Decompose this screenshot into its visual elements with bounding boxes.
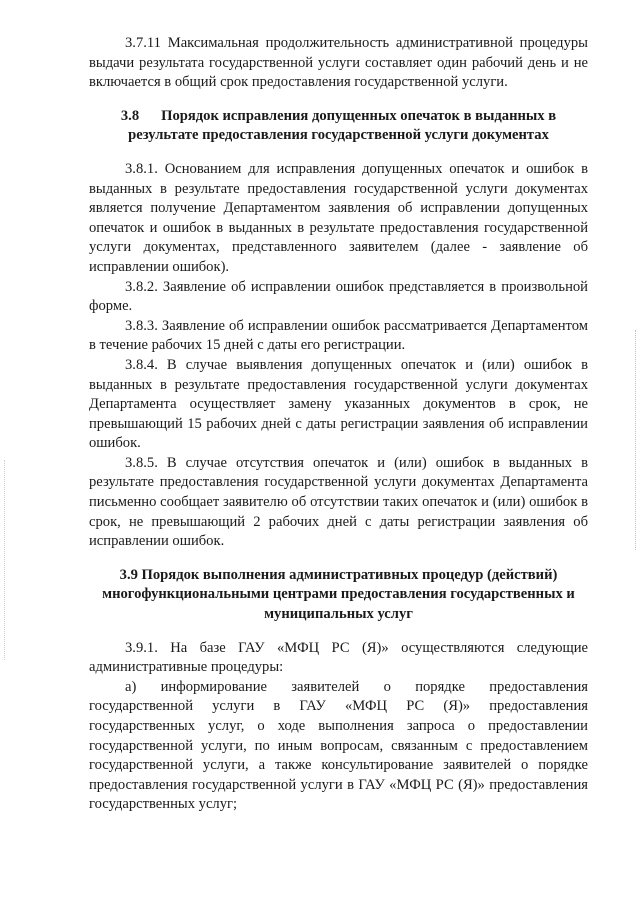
spacer: [89, 552, 588, 566]
paragraph-3-9-1: 3.9.1. На базе ГАУ «МФЦ РС (Я)» осуществляются следующие административные процедуры:: [89, 639, 588, 676]
spacer: [89, 93, 588, 107]
section-title-3-8: Порядок исправления допущенных опечаток в выданных в результате предоставления государственной услуги документах: [128, 107, 557, 144]
section-number-3-8: 3.8: [120, 107, 140, 124]
scan-edge-mark: [634, 330, 636, 550]
paragraph-3-8-2: 3.8.2. Заявление об исправлении ошибок представляется в произвольной форме.: [89, 278, 588, 315]
spacer: [89, 625, 588, 639]
paragraph-3-9-1-a: а) информирование заявителей о порядке предоставления государственной услуги в ГАУ «МФЦ РС (Я)» предоставления государственных услуг, о ходе выполнения запроса о предоставлении государственной услуги, по иным вопросам, связанным с предоставлением государственной услуги, а также консультирование заявителей о порядке предоставления государственной услуги в ГАУ «МФЦ РС (Я)» предоставления государственных услуг;: [89, 678, 588, 813]
scan-edge-mark-left: [4, 460, 6, 660]
paragraph-3-7-11: 3.7.11 Максимальная продолжительность административной процедуры выдачи результата государственной услуги составляет один рабочий день и не включается в общий срок предоставления государственной услуги.: [89, 35, 588, 91]
section-heading-3-9: 3.9 Порядок выполнения административных процедур (действий) многофункциональными центрами предоставления государственных и муниципальных услуг: [102, 566, 575, 623]
paragraph-3-8-1: 3.8.1. Основанием для исправления допущенных опечаток и ошибок в выданных в результате предоставления государственной услуги документах является получение Департаментом заявления об исправлении допущенных опечаток и ошибок в выданных в результате предоставления государственной услуги документах, представленного заявителем (далее - заявление об исправлении ошибок).: [89, 160, 588, 275]
paragraph-3-8-5: 3.8.5. В случае отсутствия опечаток и (или) ошибок в выданных в результате предоставления государственной услуги документах Департамента письменно сообщает заявителю об отсутствии таких опечаток и (или) ошибок в срок, не превышающий 2 рабочих дней с даты регистрации заявления об исправлении ошибок.: [89, 454, 588, 550]
paragraph-3-8-3: 3.8.3. Заявление об исправлении ошибок рассматривается Департаментом в течение рабочих 15 дней с даты его регистрации.: [89, 317, 588, 354]
section-heading-3-8: [89, 107, 588, 146]
paragraph-3-8-4: 3.8.4. В случае выявления допущенных опечаток и (или) ошибок в выданных в результате предоставления государственной услуги документах Департамента осуществляет замену указанных документов в срок, не превышающий 15 рабочих дней с даты регистрации заявления об исправлении ошибок.: [89, 356, 588, 452]
spacer: [89, 146, 588, 160]
